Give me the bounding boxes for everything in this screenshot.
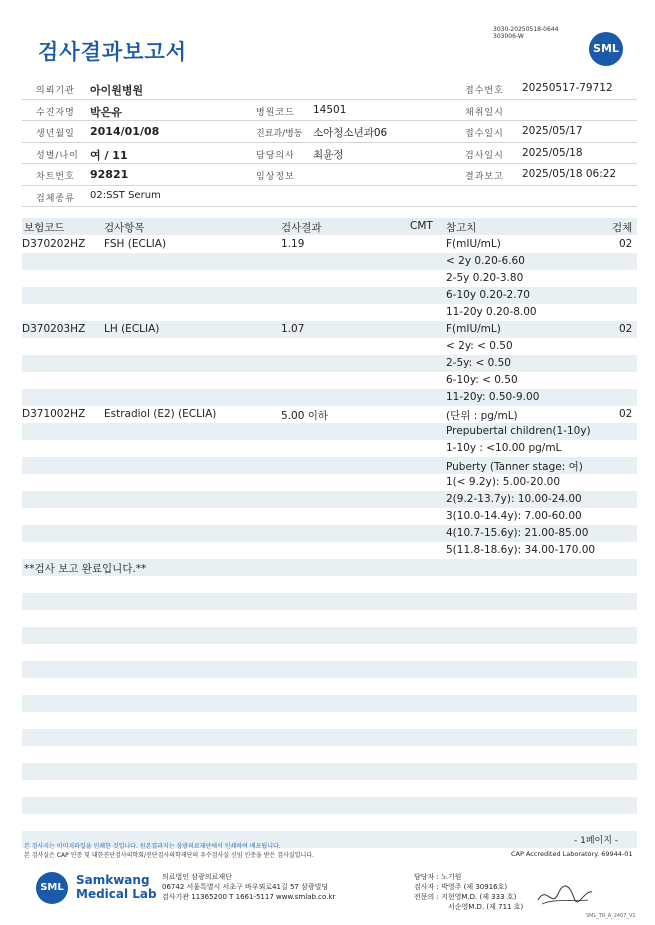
cell-ref: (단위 : pg/mL) xyxy=(446,410,518,422)
blank-row xyxy=(22,678,637,695)
print-notice: 본 검사지는 이미지파일을 인쇄한 것입니다. 원본결과지는 삼광의료재단에서 인쇄하여 배포됩니다. xyxy=(24,843,281,850)
address: 06742 서울특별시 서초구 바우뫼로41길 57 삼광빌딩 xyxy=(162,883,329,891)
cell-code: D370202HZ xyxy=(22,238,86,250)
clinical-label: 임상정보 xyxy=(256,172,295,182)
specialist-1: 지현영M.D. (제 333 호) xyxy=(441,893,517,901)
receipt-date-label: 접수일시 xyxy=(465,129,504,139)
col-header-result: 검사결과 xyxy=(281,222,322,234)
chart-no-label: 차트번호 xyxy=(36,172,75,182)
cell-ref: < 2y 0.20-6.60 xyxy=(446,255,525,267)
cell-item: FSH (ECLIA) xyxy=(104,238,167,250)
table-row xyxy=(22,338,637,355)
footer-logo-text: SML xyxy=(40,882,64,893)
sml-logo-icon xyxy=(589,32,623,66)
blank-row xyxy=(22,695,637,712)
table-row xyxy=(22,287,637,304)
table-row xyxy=(22,270,637,287)
table-row xyxy=(22,372,637,389)
table-row xyxy=(22,474,637,491)
accreditation-notice: 본 검사실은 CAP 인증 및 대한진단검사의학회/진단검사의학재단의 우수검사실 신임 인증을 받은 검사실입니다. xyxy=(24,852,314,859)
cell-result: 5.00 이하 xyxy=(281,410,329,422)
hospital-value: 아이원병원 xyxy=(90,84,144,97)
col-header-cmt: CMT xyxy=(410,220,433,232)
brand-line-2: Medical Lab xyxy=(76,887,157,901)
lab-address xyxy=(162,872,335,902)
blank-row xyxy=(22,644,637,661)
blank-row xyxy=(22,763,637,780)
cell-spec: 02 xyxy=(619,238,633,250)
cell-code: D370203HZ xyxy=(22,323,86,335)
cell-ref: 6-10y: < 0.50 xyxy=(446,374,518,386)
report-date-value: 2025/05/18 06:22 xyxy=(522,168,617,180)
cell-result: 1.07 xyxy=(281,323,305,335)
cell-item: Estradiol (E2) (ECLIA) xyxy=(104,408,217,420)
col-header-ref: 참고치 xyxy=(446,222,477,234)
sex-age-value: 여 / 11 xyxy=(90,148,128,162)
document-code xyxy=(493,26,558,40)
signature-icon xyxy=(536,880,596,910)
cell-ref: 2(9.2-13.7y): 10.00-24.00 xyxy=(446,493,582,505)
doc-code-1: 3030-20250518-0644 xyxy=(493,26,559,33)
dept-label: 진료과/병동 xyxy=(256,129,303,139)
hospital-code-value: 14501 xyxy=(313,103,347,116)
table-row xyxy=(22,253,637,270)
info-row xyxy=(22,164,637,186)
chart-no-value: 92821 xyxy=(90,168,129,181)
cell-ref: 4(10.7-15.6y): 21.00-85.00 xyxy=(446,527,589,539)
cell-ref: 3(10.0-14.4y): 7.00-60.00 xyxy=(446,510,582,522)
contact: 검사기관 11365200 T 1661-5117 www.smlab.co.kr xyxy=(162,893,336,901)
dept-value: 소아청소년과06 xyxy=(313,127,388,139)
hospital-code-label: 병원코드 xyxy=(256,107,295,118)
blank-row xyxy=(22,797,637,814)
doctor-value: 최윤정 xyxy=(313,148,344,161)
cell-spec: 02 xyxy=(619,323,633,335)
cell-ref: 6-10y 0.20-2.70 xyxy=(446,289,530,301)
doctor-label: 담당의사 xyxy=(256,150,295,161)
name-value: 박은유 xyxy=(90,105,122,119)
info-row xyxy=(22,143,637,165)
sex-age-label: 성별/나이 xyxy=(36,150,79,161)
cell-ref: Prepubertal children(1-10y) xyxy=(446,425,591,437)
info-row xyxy=(22,186,637,208)
table-row xyxy=(22,525,637,542)
tester-value: 박영주 (제 30916호) xyxy=(441,883,508,891)
blank-row xyxy=(22,746,637,763)
complete-note: **검사 보고 완료입니다.** xyxy=(24,563,147,575)
complete-note-row xyxy=(22,559,637,576)
blank-row xyxy=(22,661,637,678)
receipt-no-value: 20250517-79712 xyxy=(522,82,613,94)
cell-code: D371002HZ xyxy=(22,408,86,420)
blank-row xyxy=(22,593,637,610)
table-row xyxy=(22,542,637,559)
receipt-no-label: 접수번호 xyxy=(465,86,504,96)
hospital-label: 의뢰기관 xyxy=(36,86,75,96)
info-row xyxy=(22,78,637,100)
table-row xyxy=(22,389,637,406)
cell-ref: 2-5y 0.20-3.80 xyxy=(446,272,524,284)
col-header-item: 검사항목 xyxy=(104,222,145,234)
name-label: 수진자명 xyxy=(36,107,75,118)
cell-ref: Puberty (Tanner stage: 여) xyxy=(446,461,583,473)
specimen-label: 검체종류 xyxy=(36,193,75,204)
info-row xyxy=(22,100,637,122)
cell-ref: < 2y: < 0.50 xyxy=(446,340,513,352)
table-row xyxy=(22,440,637,457)
info-row xyxy=(22,121,637,143)
cell-ref: 11-20y 0.20-8.00 xyxy=(446,306,537,318)
test-date-value: 2025/05/18 xyxy=(522,146,583,159)
specialist-label: 전문의 : xyxy=(414,893,439,901)
col-header-specimen: 검체 xyxy=(612,222,633,234)
blank-row xyxy=(22,712,637,729)
results-table-header xyxy=(22,218,637,235)
staff-label: 담당자 : xyxy=(414,873,439,881)
table-row xyxy=(22,423,637,440)
cell-ref: 1(< 9.2y): 5.00-20.00 xyxy=(446,476,561,488)
col-header-code: 보험코드 xyxy=(24,222,65,234)
results-table-body xyxy=(22,236,637,848)
test-date-label: 검사일시 xyxy=(465,150,504,161)
brand-line-1: Samkwang xyxy=(76,873,150,887)
form-code: SML_TR_A_2407_V1 xyxy=(586,913,636,919)
table-row xyxy=(22,491,637,508)
cell-ref: 1-10y : <10.00 pg/mL xyxy=(446,442,562,454)
table-row xyxy=(22,457,637,474)
table-row xyxy=(22,355,637,372)
logo-text: SML xyxy=(593,42,619,55)
blank-row xyxy=(22,610,637,627)
blank-row xyxy=(22,729,637,746)
birth-label: 생년월일 xyxy=(36,129,75,139)
org-name: 의료법인 삼광의료재단 xyxy=(162,873,232,881)
page-number: - 1페이지 - xyxy=(574,836,619,846)
cell-ref: 11-20y: 0.50-9.00 xyxy=(446,391,540,403)
specialist-2: 서순영M.D. (제 711 호) xyxy=(448,903,524,911)
blank-row xyxy=(22,814,637,831)
doc-code-2: 303006-W xyxy=(493,33,524,40)
report-date-label: 결과보고 xyxy=(465,172,504,182)
table-row xyxy=(22,508,637,525)
brand-name xyxy=(76,873,157,901)
receipt-date-value: 2025/05/17 xyxy=(522,125,583,137)
staff-block xyxy=(414,872,523,912)
patient-info xyxy=(22,78,637,207)
table-row xyxy=(22,304,637,321)
cell-ref: 5(11.8-18.6y): 34.00-170.00 xyxy=(446,544,596,556)
tester-label: 검사자 : xyxy=(414,883,439,891)
cell-item: LH (ECLIA) xyxy=(104,323,160,335)
blank-row xyxy=(22,780,637,797)
cell-result: 1.19 xyxy=(281,238,305,250)
table-row xyxy=(22,236,637,253)
table-row xyxy=(22,321,637,338)
birth-value: 2014/01/08 xyxy=(90,125,160,138)
report-title: 검사결과보고서 xyxy=(38,40,188,64)
cell-ref: F(mIU/mL) xyxy=(446,323,501,335)
cell-spec: 02 xyxy=(619,408,633,420)
blank-row xyxy=(22,576,637,593)
blank-row xyxy=(22,627,637,644)
sml-footer-logo-icon xyxy=(36,872,68,904)
cell-ref: 2-5y: < 0.50 xyxy=(446,357,511,369)
specimen-value: 02:SST Serum xyxy=(90,189,161,201)
staff-value: 노기원 xyxy=(441,873,462,881)
cap-accreditation: CAP Accredited Laboratory. 69944-01 xyxy=(511,850,633,858)
cell-ref: F(mIU/mL) xyxy=(446,238,501,250)
collect-date-label: 채취일시 xyxy=(465,107,504,118)
table-row xyxy=(22,406,637,423)
